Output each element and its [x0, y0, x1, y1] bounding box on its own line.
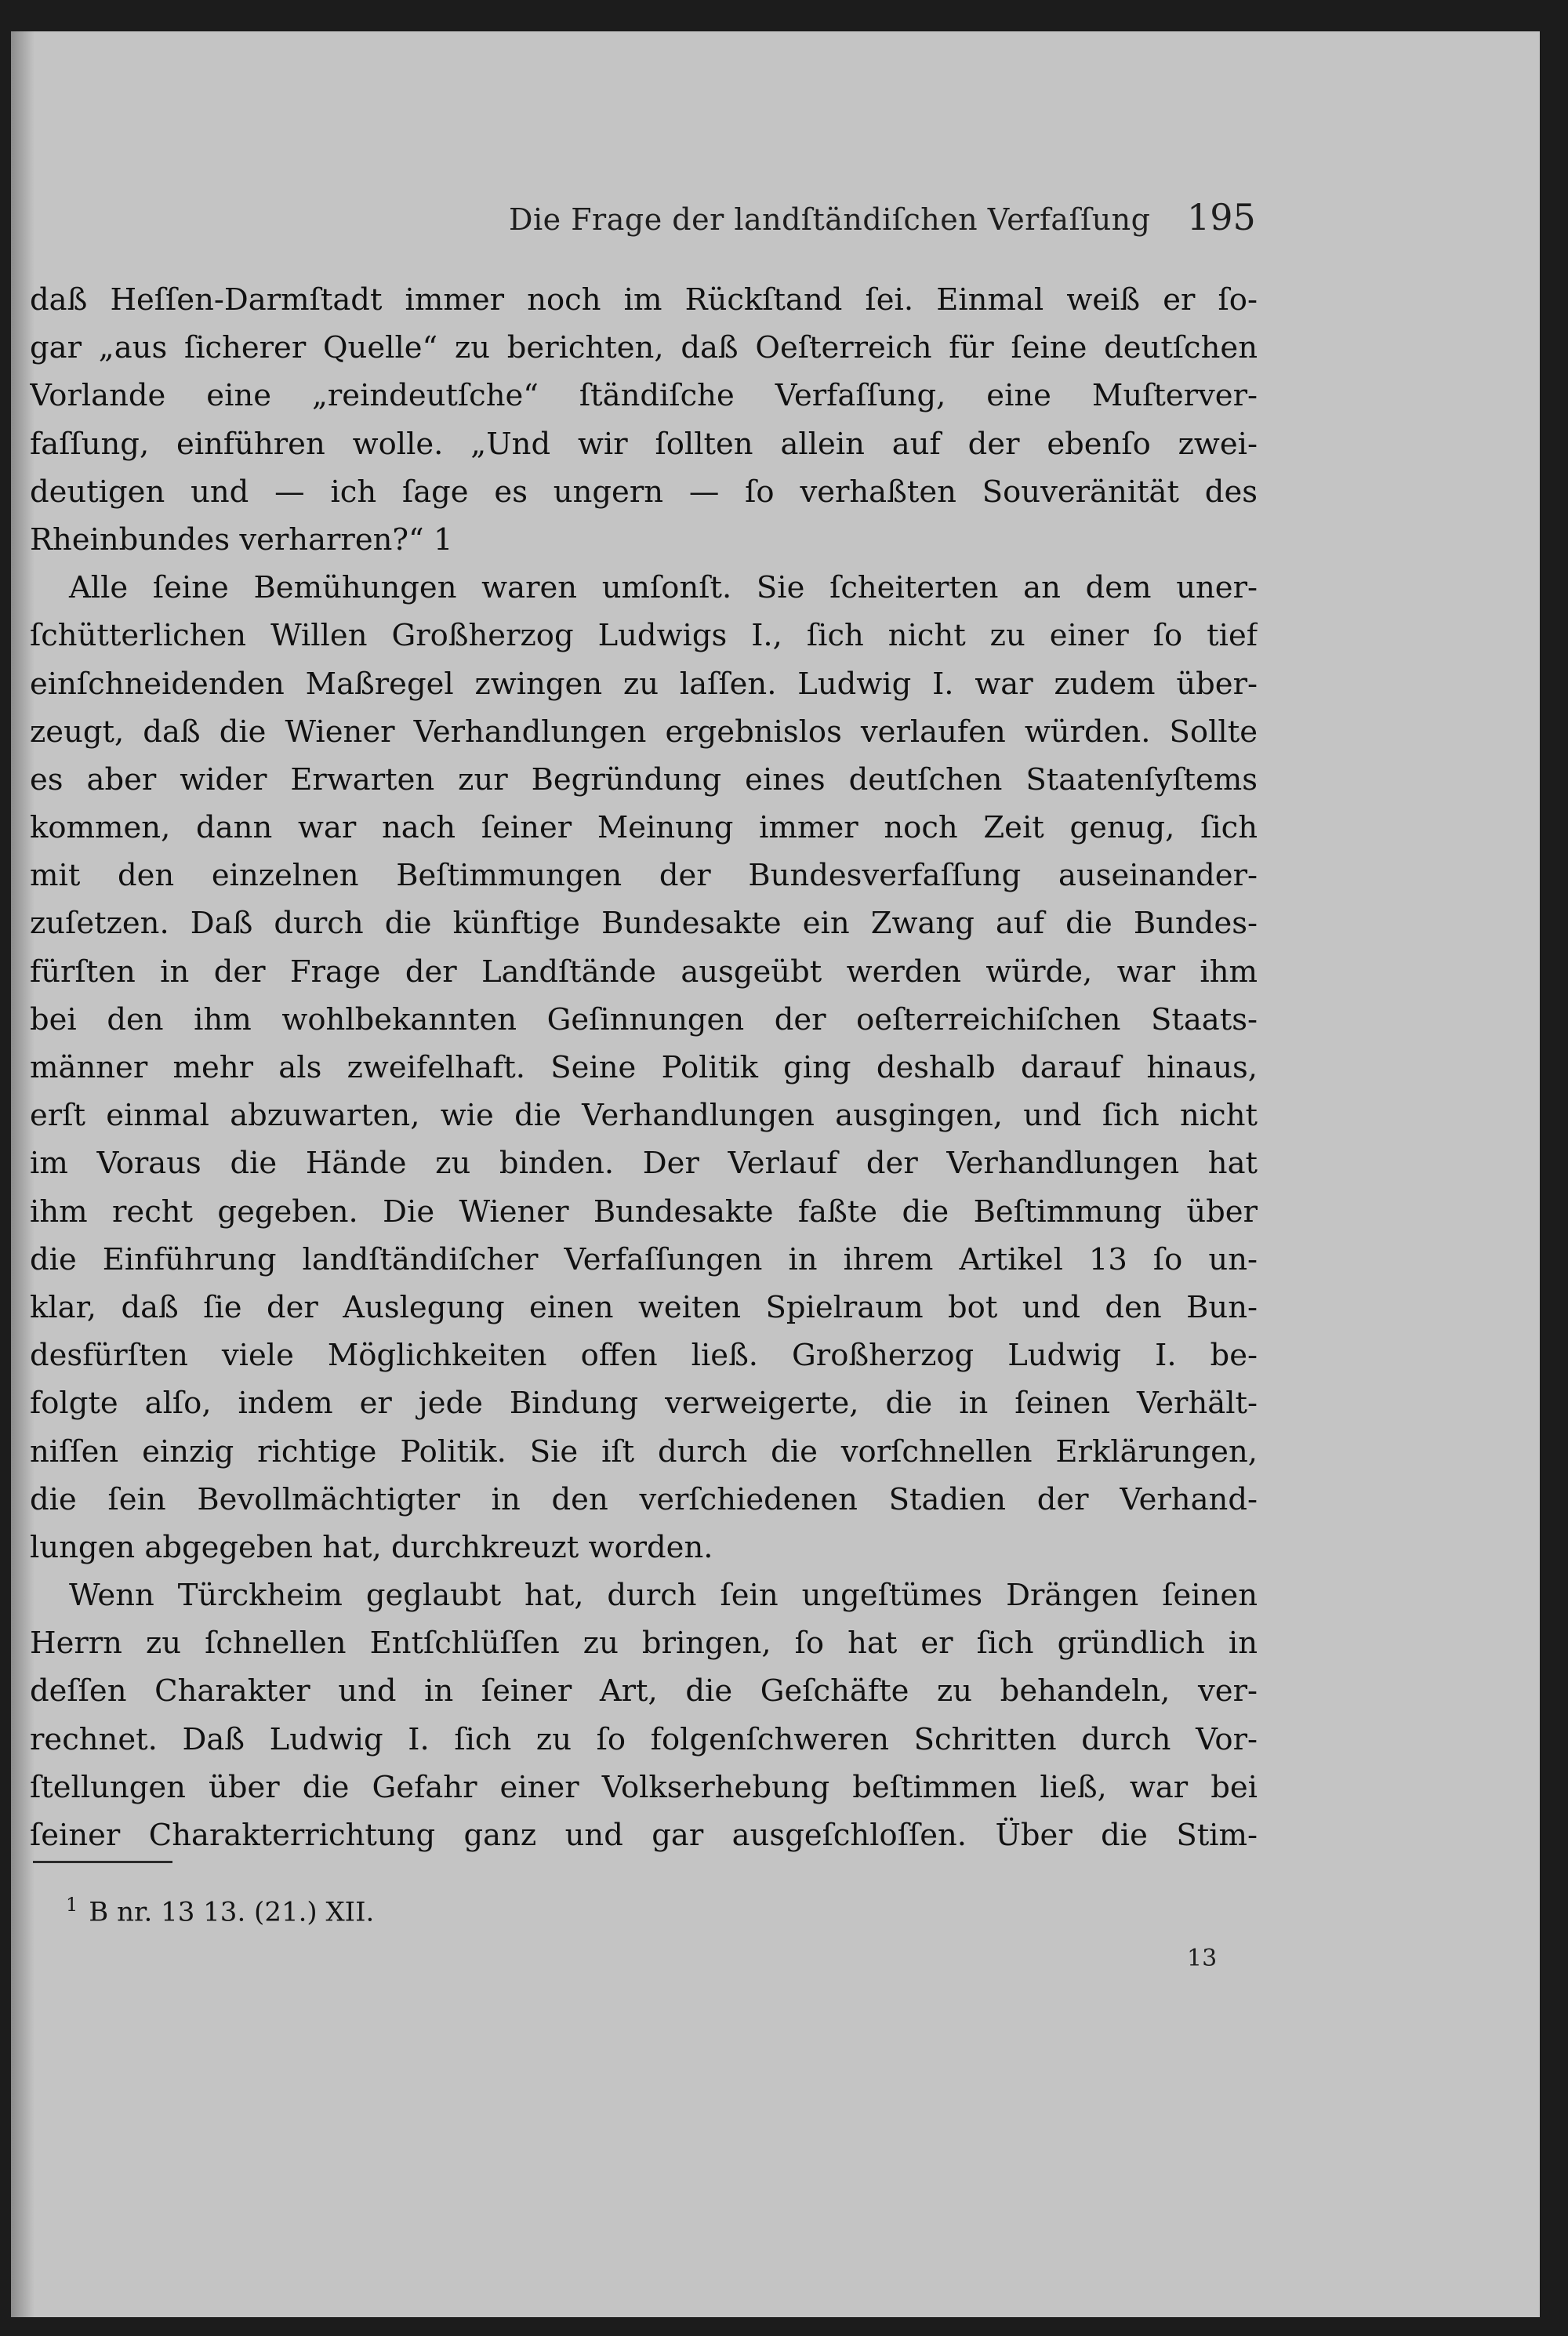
text-line: desfürſten viele Möglichkeiten offen ließ. Großherzog Ludwig I. be-: [30, 1338, 1258, 1374]
signature-mark: 13: [1187, 1945, 1218, 1972]
text-line: kommen, dann war nach ſeiner Meinung immer noch Zeit genug, ſich: [30, 810, 1258, 846]
text-line: die ſein Bevollmächtigter in den verſchiedenen Stadien der Verhand-: [30, 1481, 1258, 1517]
text-line: faſſung, einführen wolle. „Und wir ſollten allein auf der ebenſo zwei-: [30, 426, 1258, 462]
text-line: Rheinbundes verharren?“ 1: [30, 521, 453, 558]
footnote-rule: [33, 1861, 172, 1863]
text-line: männer mehr als zweifelhaft. Seine Politik ging deshalb darauf hinaus,: [30, 1050, 1258, 1085]
text-line: gar „aus ſicherer Quelle“ zu berichten, daß Oeſterreich für ſeine deutſchen: [30, 330, 1258, 366]
text-line: die Einführung landſtändiſcher Verfaſſungen in ihrem Artikel 13 ſo un-: [30, 1241, 1258, 1277]
text-line: rechnet. Daß Ludwig I. ſich zu ſo folgenſchweren Schritten durch Vor-: [30, 1721, 1258, 1757]
text-line: zuſetzen. Daß durch die künftige Bundesakte ein Zwang auf die Bundes-: [30, 906, 1258, 942]
text-line: daß Heſſen-Darmſtadt immer noch im Rückſtand ſei. Einmal weiß er ſo-: [30, 282, 1258, 318]
text-line: einſchneidenden Maßregel zwingen zu laſſen. Ludwig I. war zudem über-: [30, 666, 1258, 702]
footnote-marker: 1: [66, 1894, 78, 1916]
text-line: deutigen und — ich ſage es ungern — ſo verhaßten Souveränität des: [30, 474, 1258, 510]
text-line: klar, daß ſie der Auslegung einen weiten Spielraum bot und den Bun-: [30, 1289, 1258, 1325]
footnote: [66, 1894, 374, 1927]
text-line: bei den ihm wohlbekannten Geſinnungen der oeſterreichiſchen Staats-: [30, 1001, 1258, 1037]
text-line: im Voraus die Hände zu binden. Der Verlauf der Verhandlungen hat: [30, 1146, 1258, 1182]
text-line: es aber wider Erwarten zur Begründung eines deutſchen Staatenſyſtems: [30, 761, 1258, 797]
footnote-text: B nr. 13 13. (21.) XII.: [89, 1896, 375, 1928]
text-line: folgte alſo, indem er jede Bindung verweigerte, die in ſeinen Verhält-: [30, 1386, 1258, 1422]
text-line: erſt einmal abzuwarten, wie die Verhandlungen ausgingen, und ſich nicht: [30, 1098, 1258, 1134]
text-line: Alle ſeine Bemühungen waren umſonſt. Sie ſcheiterten an dem uner-: [69, 570, 1258, 606]
book-page: [11, 31, 1540, 2317]
text-line: ſtellungen über die Gefahr einer Volkserhebung beſtimmen ließ, war bei: [30, 1769, 1258, 1805]
running-head-title: Die Frage der landſtändiſchen Verfaſſung: [509, 202, 1151, 237]
running-head: [11, 196, 1540, 243]
text-line: ſchütterlichen Willen Großherzog Ludwigs I., ſich nicht zu einer ſo tief: [30, 618, 1258, 654]
text-line: zeugt, daß die Wiener Verhandlungen ergebnislos verlaufen würden. Sollte: [30, 714, 1258, 750]
text-line: fürſten in der Frage der Landſtände ausgeübt werden würde, war ihm: [30, 954, 1258, 990]
text-line: deſſen Charakter und in ſeiner Art, die Geſchäfte zu behandeln, ver-: [30, 1673, 1258, 1709]
page-number: 195: [1187, 196, 1256, 238]
text-line: niſſen einzig richtige Politik. Sie iſt durch die vorſchnellen Erklärungen,: [30, 1433, 1258, 1470]
text-line: ſeiner Charakterrichtung ganz und gar ausgeſchloſſen. Über die Stim-: [30, 1818, 1258, 1853]
text-line: ihm recht gegeben. Die Wiener Bundesakte faßte die Beſtimmung über: [30, 1193, 1258, 1230]
text-line: lungen abgegeben hat, durchkreuzt worden.: [30, 1529, 713, 1565]
text-line: Wenn Türckheim geglaubt hat, durch ſein ungeſtümes Drängen ſeinen: [69, 1578, 1258, 1614]
text-line: Herrn zu ſchnellen Entſchlüſſen zu bringen, ſo hat er ſich gründlich in: [30, 1626, 1258, 1662]
body-text: [30, 276, 1258, 1859]
text-line: mit den einzelnen Beſtimmungen der Bundesverfaſſung auseinander-: [30, 858, 1258, 894]
text-line: Vorlande eine „reindeutſche“ ſtändiſche Verfaſſung, eine Muſterver-: [30, 378, 1258, 414]
